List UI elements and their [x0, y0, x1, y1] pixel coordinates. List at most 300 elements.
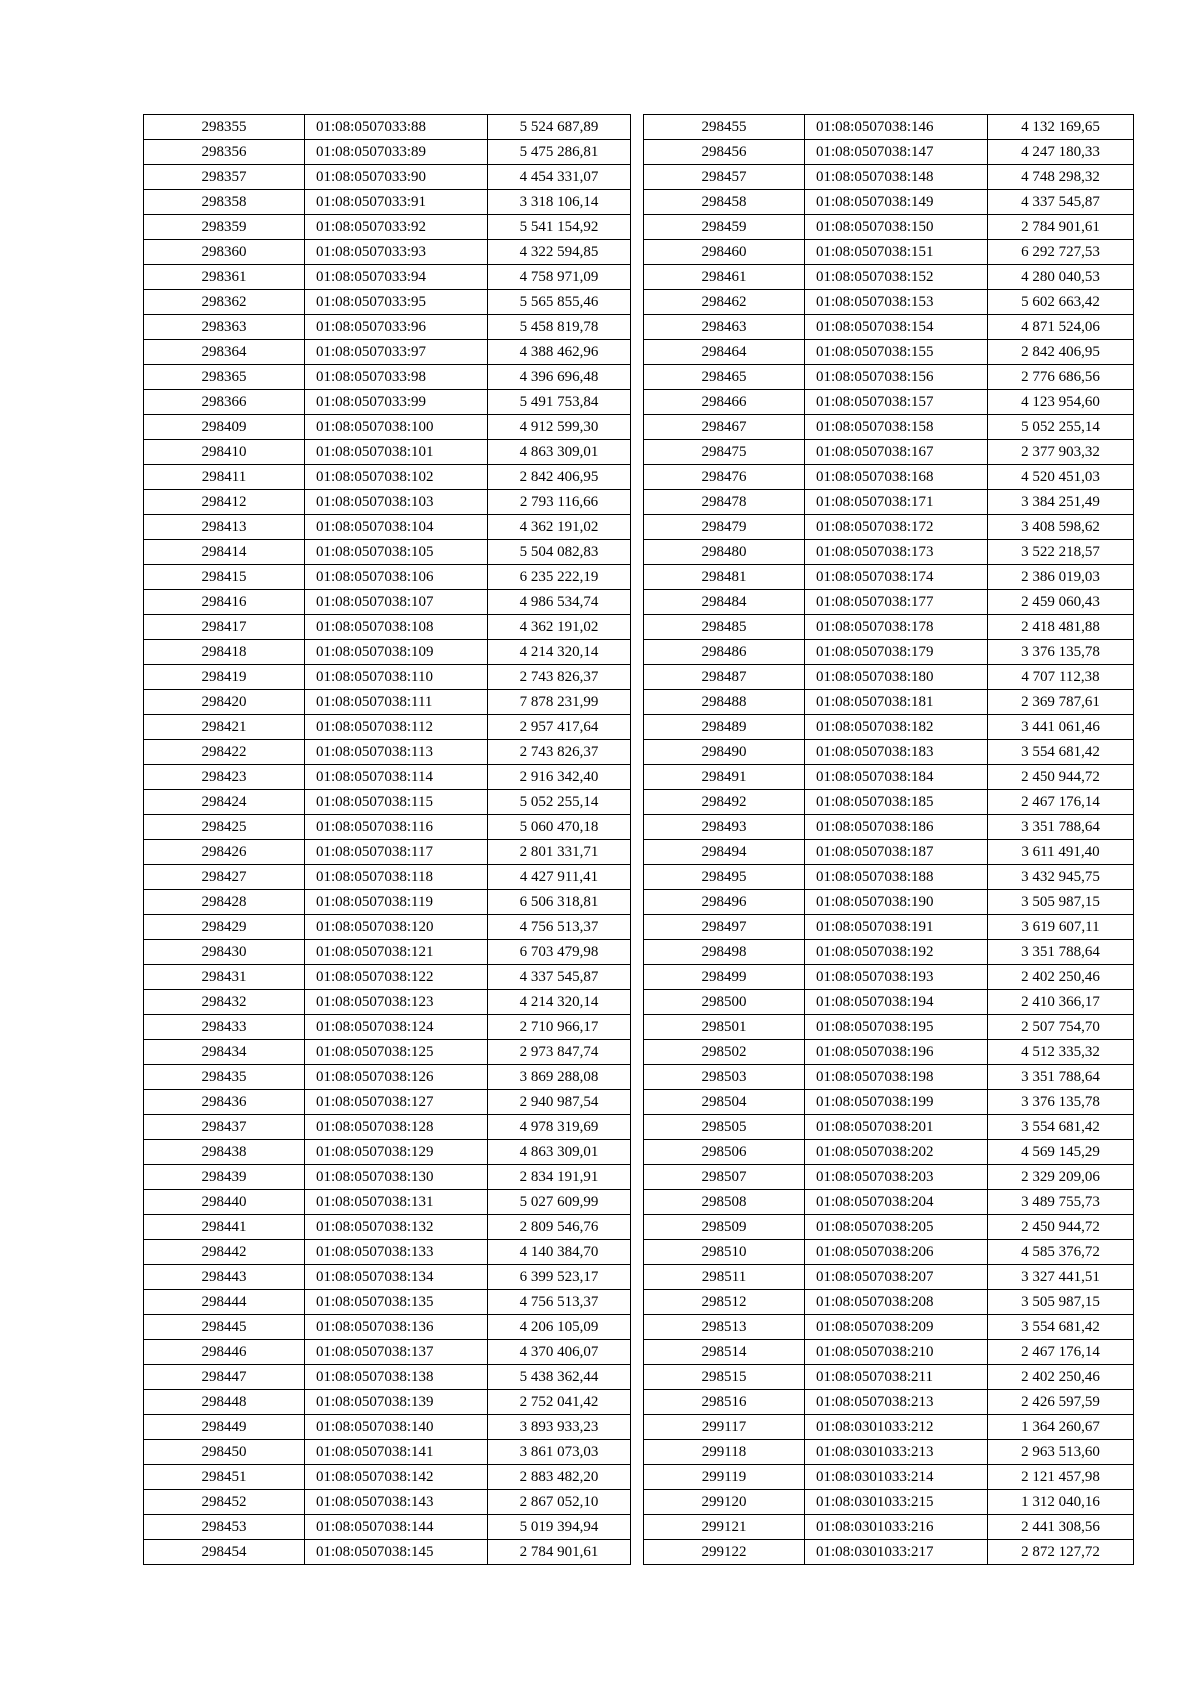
cadastral-number-cell: 01:08:0507033:90 [305, 165, 488, 190]
value-cell: 5 052 255,14 [488, 790, 631, 815]
cadastral-number-cell: 01:08:0507038:190 [805, 890, 988, 915]
table-row [644, 940, 1134, 965]
cadastral-number-cell: 01:08:0507038:117 [305, 840, 488, 865]
record-number-cell: 298495 [644, 865, 805, 890]
table-row [144, 1115, 631, 1140]
record-number-cell: 298505 [644, 1115, 805, 1140]
record-number-cell: 299122 [644, 1540, 805, 1565]
cadastral-number-cell: 01:08:0507038:107 [305, 590, 488, 615]
table-row [644, 1015, 1134, 1040]
cadastral-number-cell: 01:08:0507038:184 [805, 765, 988, 790]
table-row [644, 1190, 1134, 1215]
value-cell: 5 524 687,89 [488, 115, 631, 140]
table-row [644, 1415, 1134, 1440]
table-row [144, 715, 631, 740]
record-number-cell: 298475 [644, 440, 805, 465]
cadastral-number-cell: 01:08:0507038:186 [805, 815, 988, 840]
value-cell: 4 214 320,14 [488, 640, 631, 665]
table-row [644, 1065, 1134, 1090]
cadastral-number-cell: 01:08:0507033:93 [305, 240, 488, 265]
table-row [144, 1190, 631, 1215]
table-row [144, 1065, 631, 1090]
table-row [144, 540, 631, 565]
cadastral-number-cell: 01:08:0507038:122 [305, 965, 488, 990]
table-row [644, 1515, 1134, 1540]
table-row [644, 1240, 1134, 1265]
table-row [144, 1440, 631, 1465]
record-number-cell: 298502 [644, 1040, 805, 1065]
table-row [144, 1515, 631, 1540]
value-cell: 3 619 607,11 [988, 915, 1134, 940]
value-cell: 4 863 309,01 [488, 440, 631, 465]
value-cell: 5 541 154,92 [488, 215, 631, 240]
left-table-body [144, 115, 631, 1565]
cadastral-number-cell: 01:08:0507038:116 [305, 815, 488, 840]
value-cell: 2 916 342,40 [488, 765, 631, 790]
value-cell: 4 280 040,53 [988, 265, 1134, 290]
cadastral-number-cell: 01:08:0507038:149 [805, 190, 988, 215]
cadastral-number-cell: 01:08:0507038:167 [805, 440, 988, 465]
record-number-cell: 298357 [144, 165, 305, 190]
table-row [644, 490, 1134, 515]
cadastral-number-cell: 01:08:0507038:205 [805, 1215, 988, 1240]
table-row [644, 415, 1134, 440]
value-cell: 2 467 176,14 [988, 790, 1134, 815]
value-cell: 4 585 376,72 [988, 1240, 1134, 1265]
value-cell: 4 362 191,02 [488, 615, 631, 640]
value-cell: 4 427 911,41 [488, 865, 631, 890]
table-row [644, 1440, 1134, 1465]
table-row [644, 390, 1134, 415]
record-number-cell: 298358 [144, 190, 305, 215]
cadastral-number-cell: 01:08:0507038:124 [305, 1015, 488, 1040]
value-cell: 3 441 061,46 [988, 715, 1134, 740]
record-number-cell: 298481 [644, 565, 805, 590]
cadastral-number-cell: 01:08:0507038:171 [805, 490, 988, 515]
value-cell: 2 710 966,17 [488, 1015, 631, 1040]
cadastral-number-cell: 01:08:0507038:121 [305, 940, 488, 965]
value-cell: 4 756 513,37 [488, 1290, 631, 1315]
record-number-cell: 298494 [644, 840, 805, 865]
value-cell: 4 748 298,32 [988, 165, 1134, 190]
record-number-cell: 299119 [644, 1465, 805, 1490]
cadastral-number-cell: 01:08:0507038:143 [305, 1490, 488, 1515]
cadastral-number-cell: 01:08:0507038:174 [805, 565, 988, 590]
value-cell: 3 554 681,42 [988, 740, 1134, 765]
cadastral-number-cell: 01:08:0507038:181 [805, 690, 988, 715]
table-row [644, 1490, 1134, 1515]
value-cell: 2 426 597,59 [988, 1390, 1134, 1415]
table-row [144, 515, 631, 540]
cadastral-number-cell: 01:08:0507033:96 [305, 315, 488, 340]
value-cell: 3 351 788,64 [988, 940, 1134, 965]
record-number-cell: 298479 [644, 515, 805, 540]
cadastral-number-cell: 01:08:0301033:212 [805, 1415, 988, 1440]
record-number-cell: 298443 [144, 1265, 305, 1290]
cadastral-number-cell: 01:08:0507038:187 [805, 840, 988, 865]
cadastral-number-cell: 01:08:0507033:91 [305, 190, 488, 215]
table-row [144, 590, 631, 615]
cadastral-number-cell: 01:08:0507038:154 [805, 315, 988, 340]
record-number-cell: 298410 [144, 440, 305, 465]
value-cell: 2 450 944,72 [988, 1215, 1134, 1240]
value-cell: 4 388 462,96 [488, 340, 631, 365]
record-number-cell: 298488 [644, 690, 805, 715]
cadastral-number-cell: 01:08:0507038:119 [305, 890, 488, 915]
cadastral-number-cell: 01:08:0507038:179 [805, 640, 988, 665]
value-cell: 4 370 406,07 [488, 1340, 631, 1365]
table-row [644, 640, 1134, 665]
record-number-cell: 298457 [644, 165, 805, 190]
value-cell: 4 140 384,70 [488, 1240, 631, 1265]
cadastral-number-cell: 01:08:0507038:112 [305, 715, 488, 740]
record-number-cell: 298433 [144, 1015, 305, 1040]
table-row [144, 440, 631, 465]
cadastral-number-cell: 01:08:0507038:183 [805, 740, 988, 765]
cadastral-number-cell: 01:08:0507033:98 [305, 365, 488, 390]
cadastral-number-cell: 01:08:0301033:214 [805, 1465, 988, 1490]
record-number-cell: 298509 [644, 1215, 805, 1240]
table-row [144, 1365, 631, 1390]
table-row [644, 1340, 1134, 1365]
table-row [144, 865, 631, 890]
value-cell: 5 458 819,78 [488, 315, 631, 340]
record-number-cell: 298496 [644, 890, 805, 915]
value-cell: 3 489 755,73 [988, 1190, 1134, 1215]
record-number-cell: 298513 [644, 1315, 805, 1340]
cadastral-number-cell: 01:08:0507038:182 [805, 715, 988, 740]
cadastral-number-cell: 01:08:0507038:135 [305, 1290, 488, 1315]
value-cell: 3 554 681,42 [988, 1115, 1134, 1140]
table-row [644, 140, 1134, 165]
value-cell: 5 438 362,44 [488, 1365, 631, 1390]
record-number-cell: 298438 [144, 1140, 305, 1165]
value-cell: 2 121 457,98 [988, 1465, 1134, 1490]
table-row [144, 990, 631, 1015]
cadastral-number-cell: 01:08:0507038:115 [305, 790, 488, 815]
cadastral-number-cell: 01:08:0507038:153 [805, 290, 988, 315]
table-row [144, 415, 631, 440]
table-row [144, 915, 631, 940]
record-number-cell: 298429 [144, 915, 305, 940]
cadastral-number-cell: 01:08:0507038:114 [305, 765, 488, 790]
record-number-cell: 298413 [144, 515, 305, 540]
record-number-cell: 298430 [144, 940, 305, 965]
value-cell: 4 337 545,87 [988, 190, 1134, 215]
cadastral-number-cell: 01:08:0507038:140 [305, 1415, 488, 1440]
cadastral-number-cell: 01:08:0507038:188 [805, 865, 988, 890]
value-cell: 2 867 052,10 [488, 1490, 631, 1515]
table-row [644, 840, 1134, 865]
record-number-cell: 298511 [644, 1265, 805, 1290]
cadastral-number-cell: 01:08:0507038:210 [805, 1340, 988, 1365]
record-number-cell: 298423 [144, 765, 305, 790]
value-cell: 2 784 901,61 [488, 1540, 631, 1565]
value-cell: 2 402 250,46 [988, 965, 1134, 990]
cadastral-number-cell: 01:08:0507038:102 [305, 465, 488, 490]
value-cell: 2 450 944,72 [988, 765, 1134, 790]
record-number-cell: 298427 [144, 865, 305, 890]
table-row [144, 1315, 631, 1340]
cadastral-number-cell: 01:08:0507033:99 [305, 390, 488, 415]
table-row [644, 1540, 1134, 1565]
cadastral-number-cell: 01:08:0507038:128 [305, 1115, 488, 1140]
cadastral-number-cell: 01:08:0507038:196 [805, 1040, 988, 1065]
record-number-cell: 298492 [644, 790, 805, 815]
record-number-cell: 298361 [144, 265, 305, 290]
record-number-cell: 298499 [644, 965, 805, 990]
table-row [644, 440, 1134, 465]
value-cell: 2 752 041,42 [488, 1390, 631, 1415]
record-number-cell: 298462 [644, 290, 805, 315]
cadastral-number-cell: 01:08:0507038:105 [305, 540, 488, 565]
record-number-cell: 298452 [144, 1490, 305, 1515]
table-row [144, 1415, 631, 1440]
value-cell: 5 475 286,81 [488, 140, 631, 165]
record-number-cell: 298516 [644, 1390, 805, 1415]
record-number-cell: 298439 [144, 1165, 305, 1190]
record-number-cell: 298426 [144, 840, 305, 865]
table-row [144, 790, 631, 815]
record-number-cell: 299117 [644, 1415, 805, 1440]
table-row [644, 290, 1134, 315]
record-number-cell: 298447 [144, 1365, 305, 1390]
cadastral-number-cell: 01:08:0507038:204 [805, 1190, 988, 1215]
table-row [644, 1090, 1134, 1115]
record-number-cell: 298500 [644, 990, 805, 1015]
record-number-cell: 298449 [144, 1415, 305, 1440]
record-number-cell: 298362 [144, 290, 305, 315]
cadastral-number-cell: 01:08:0507038:108 [305, 615, 488, 640]
record-number-cell: 298459 [644, 215, 805, 240]
table-row [144, 315, 631, 340]
table-row [644, 1040, 1134, 1065]
table-row [644, 115, 1134, 140]
cadastral-number-cell: 01:08:0507038:203 [805, 1165, 988, 1190]
cadastral-number-cell: 01:08:0507038:177 [805, 590, 988, 615]
value-cell: 2 507 754,70 [988, 1015, 1134, 1040]
table-row [644, 165, 1134, 190]
cadastral-number-cell: 01:08:0507038:141 [305, 1440, 488, 1465]
value-cell: 3 408 598,62 [988, 515, 1134, 540]
value-cell: 3 376 135,78 [988, 640, 1134, 665]
cadastral-number-cell: 01:08:0301033:213 [805, 1440, 988, 1465]
table-row [144, 140, 631, 165]
cadastral-number-cell: 01:08:0507038:106 [305, 565, 488, 590]
cadastral-number-cell: 01:08:0507038:201 [805, 1115, 988, 1140]
value-cell: 3 869 288,08 [488, 1065, 631, 1090]
record-number-cell: 298431 [144, 965, 305, 990]
cadastral-number-cell: 01:08:0507038:144 [305, 1515, 488, 1540]
record-number-cell: 298503 [644, 1065, 805, 1090]
table-row [144, 840, 631, 865]
cadastral-number-cell: 01:08:0507038:145 [305, 1540, 488, 1565]
value-cell: 2 842 406,95 [988, 340, 1134, 365]
table-row [144, 165, 631, 190]
table-row [644, 265, 1134, 290]
value-cell: 3 522 218,57 [988, 540, 1134, 565]
value-cell: 3 384 251,49 [988, 490, 1134, 515]
record-number-cell: 298420 [144, 690, 305, 715]
tables-container [143, 114, 1133, 1588]
record-number-cell: 298360 [144, 240, 305, 265]
record-number-cell: 298498 [644, 940, 805, 965]
record-number-cell: 298484 [644, 590, 805, 615]
table-row [144, 1240, 631, 1265]
value-cell: 2 369 787,61 [988, 690, 1134, 715]
value-cell: 2 743 826,37 [488, 740, 631, 765]
record-number-cell: 298411 [144, 465, 305, 490]
record-number-cell: 298493 [644, 815, 805, 840]
value-cell: 5 019 394,94 [488, 1515, 631, 1540]
cadastral-number-cell: 01:08:0507038:150 [805, 215, 988, 240]
right-table [643, 114, 1134, 1565]
record-number-cell: 298415 [144, 565, 305, 590]
table-row [644, 340, 1134, 365]
cadastral-number-cell: 01:08:0507038:133 [305, 1240, 488, 1265]
record-number-cell: 298436 [144, 1090, 305, 1115]
record-number-cell: 298359 [144, 215, 305, 240]
value-cell: 4 123 954,60 [988, 390, 1134, 415]
cadastral-number-cell: 01:08:0507038:118 [305, 865, 488, 890]
table-row [144, 740, 631, 765]
table-row [644, 890, 1134, 915]
value-cell: 5 504 082,83 [488, 540, 631, 565]
record-number-cell: 298458 [644, 190, 805, 215]
value-cell: 5 602 663,42 [988, 290, 1134, 315]
table-row [644, 240, 1134, 265]
value-cell: 4 978 319,69 [488, 1115, 631, 1140]
value-cell: 4 362 191,02 [488, 515, 631, 540]
table-row [644, 715, 1134, 740]
record-number-cell: 298466 [644, 390, 805, 415]
table-row [144, 465, 631, 490]
table-row [144, 815, 631, 840]
cadastral-number-cell: 01:08:0507038:211 [805, 1365, 988, 1390]
cadastral-number-cell: 01:08:0507038:206 [805, 1240, 988, 1265]
record-number-cell: 298497 [644, 915, 805, 940]
value-cell: 2 743 826,37 [488, 665, 631, 690]
table-row [644, 665, 1134, 690]
table-row [144, 1215, 631, 1240]
table-row [144, 240, 631, 265]
record-number-cell: 299121 [644, 1515, 805, 1540]
value-cell: 2 842 406,95 [488, 465, 631, 490]
table-row [144, 215, 631, 240]
record-number-cell: 298490 [644, 740, 805, 765]
value-cell: 5 027 609,99 [488, 1190, 631, 1215]
value-cell: 6 235 222,19 [488, 565, 631, 590]
record-number-cell: 298434 [144, 1040, 305, 1065]
value-cell: 4 758 971,09 [488, 265, 631, 290]
value-cell: 6 506 318,81 [488, 890, 631, 915]
value-cell: 4 756 513,37 [488, 915, 631, 940]
table-row [144, 1015, 631, 1040]
cadastral-number-cell: 01:08:0507038:138 [305, 1365, 488, 1390]
cadastral-number-cell: 01:08:0507038:209 [805, 1315, 988, 1340]
cadastral-number-cell: 01:08:0507033:89 [305, 140, 488, 165]
table-row [144, 1090, 631, 1115]
value-cell: 4 512 335,32 [988, 1040, 1134, 1065]
table-row [644, 740, 1134, 765]
value-cell: 2 883 482,20 [488, 1465, 631, 1490]
record-number-cell: 298366 [144, 390, 305, 415]
table-row [644, 190, 1134, 215]
value-cell: 6 703 479,98 [488, 940, 631, 965]
cadastral-number-cell: 01:08:0507038:101 [305, 440, 488, 465]
cadastral-number-cell: 01:08:0507038:178 [805, 615, 988, 640]
cadastral-number-cell: 01:08:0507038:131 [305, 1190, 488, 1215]
cadastral-number-cell: 01:08:0507038:207 [805, 1265, 988, 1290]
cadastral-number-cell: 01:08:0507033:92 [305, 215, 488, 240]
table-row [644, 1465, 1134, 1490]
record-number-cell: 298454 [144, 1540, 305, 1565]
table-row [644, 590, 1134, 615]
cadastral-number-cell: 01:08:0507038:193 [805, 965, 988, 990]
record-number-cell: 298487 [644, 665, 805, 690]
cadastral-number-cell: 01:08:0507038:146 [805, 115, 988, 140]
value-cell: 5 491 753,84 [488, 390, 631, 415]
cadastral-number-cell: 01:08:0301033:215 [805, 1490, 988, 1515]
value-cell: 3 318 106,14 [488, 190, 631, 215]
record-number-cell: 298504 [644, 1090, 805, 1115]
cadastral-number-cell: 01:08:0507038:191 [805, 915, 988, 940]
record-number-cell: 298507 [644, 1165, 805, 1190]
table-row [644, 615, 1134, 640]
record-number-cell: 298486 [644, 640, 805, 665]
cadastral-number-cell: 01:08:0507038:120 [305, 915, 488, 940]
cadastral-number-cell: 01:08:0507038:126 [305, 1065, 488, 1090]
record-number-cell: 298365 [144, 365, 305, 390]
table-row [144, 1340, 631, 1365]
value-cell: 3 893 933,23 [488, 1415, 631, 1440]
record-number-cell: 298480 [644, 540, 805, 565]
table-row [644, 465, 1134, 490]
record-number-cell: 298419 [144, 665, 305, 690]
value-cell: 5 060 470,18 [488, 815, 631, 840]
cadastral-number-cell: 01:08:0507038:142 [305, 1465, 488, 1490]
record-number-cell: 299120 [644, 1490, 805, 1515]
value-cell: 3 376 135,78 [988, 1090, 1134, 1115]
record-number-cell: 298355 [144, 115, 305, 140]
record-number-cell: 298465 [644, 365, 805, 390]
table-row [144, 1540, 631, 1565]
cadastral-number-cell: 01:08:0507038:123 [305, 990, 488, 1015]
table-row [144, 665, 631, 690]
record-number-cell: 298363 [144, 315, 305, 340]
value-cell: 4 247 180,33 [988, 140, 1134, 165]
value-cell: 2 801 331,71 [488, 840, 631, 865]
table-row [644, 990, 1134, 1015]
table-row [144, 1465, 631, 1490]
record-number-cell: 298421 [144, 715, 305, 740]
record-number-cell: 298445 [144, 1315, 305, 1340]
record-number-cell: 298428 [144, 890, 305, 915]
record-number-cell: 298441 [144, 1215, 305, 1240]
record-number-cell: 298450 [144, 1440, 305, 1465]
record-number-cell: 298448 [144, 1390, 305, 1415]
record-number-cell: 298442 [144, 1240, 305, 1265]
cadastral-number-cell: 01:08:0507033:97 [305, 340, 488, 365]
record-number-cell: 298364 [144, 340, 305, 365]
table-row [144, 890, 631, 915]
left-table [143, 114, 631, 1565]
table-row [644, 215, 1134, 240]
cadastral-number-cell: 01:08:0507038:110 [305, 665, 488, 690]
table-row [644, 1265, 1134, 1290]
record-number-cell: 298437 [144, 1115, 305, 1140]
record-number-cell: 298440 [144, 1190, 305, 1215]
